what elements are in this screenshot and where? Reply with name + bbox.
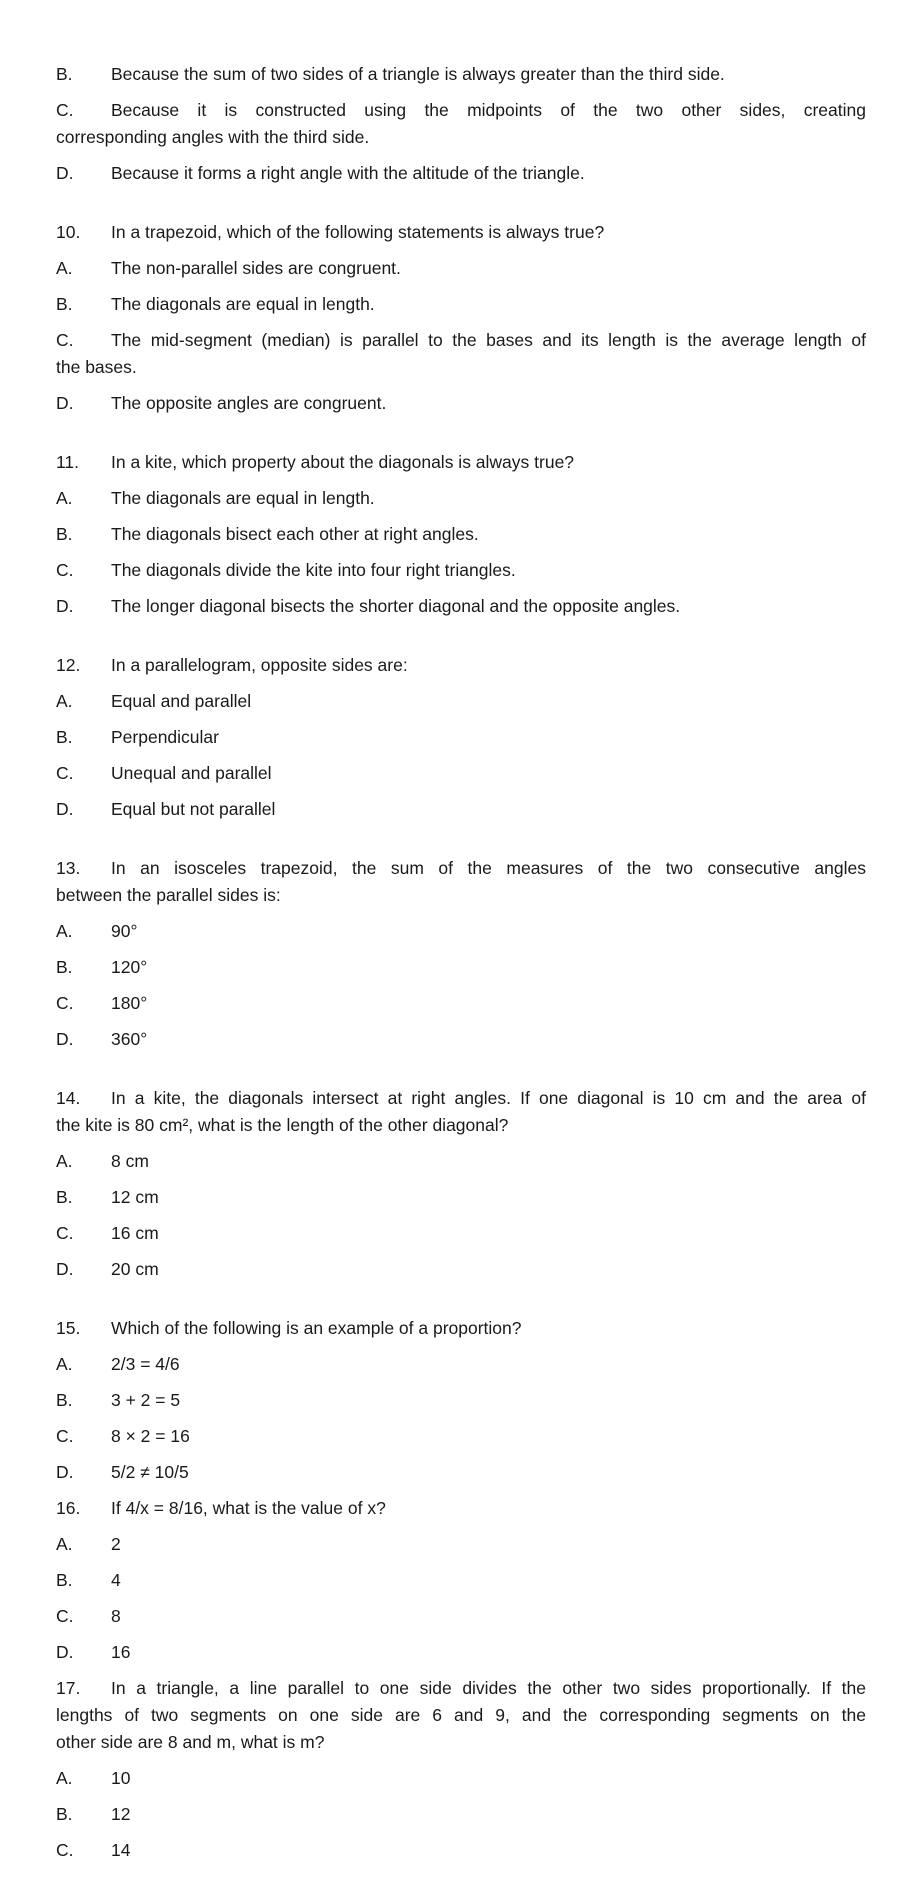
q14-stem-continued: the kite is 80 cm², what is the length of the other diagonal? [56,1115,509,1135]
q16-option-a: A. 2 [56,1534,121,1554]
q17-option-b: B. 12 [56,1804,131,1824]
q15-option-d: D. 5/2 ≠ 10/5 [56,1462,189,1482]
q11-option-b: B. The diagonals bisect each other at right angles. [56,524,479,544]
q12-option-a: A. Equal and parallel [56,691,252,711]
q11-option-c: C. The diagonals divide the kite into four right triangles. [56,560,516,580]
q15-option-c: C. 8 × 2 = 16 [56,1426,190,1446]
q17-option-a: A. 10 [56,1768,131,1788]
q14-option-a: A. 8 cm [56,1151,149,1171]
q13-option-b: B. 120° [56,957,148,977]
q17-stem-continued-2: other side are 8 and m, what is m? [56,1732,325,1752]
q14-option-b: B. 12 cm [56,1187,159,1207]
q13-option-d: D. 360° [56,1029,148,1049]
q9-option-b: B. Because the sum of two sides of a triangle is always greater than the third side. [56,64,725,84]
q10-option-c-continued: the bases. [56,357,137,377]
q10-option-b: B. The diagonals are equal in length. [56,294,375,314]
q11-option-d: D. The longer diagonal bisects the shorter diagonal and the opposite angles. [56,596,681,616]
q14-option-d: D. 20 cm [56,1259,159,1279]
q16-option-d: D. 16 [56,1642,131,1662]
q16-stem: 16. If 4/x = 8/16, what is the value of x? [56,1498,386,1518]
q10-stem: 10. In a trapezoid, which of the following statements is always true? [56,222,605,242]
q15-option-a: A. 2/3 = 4/6 [56,1354,180,1374]
q11-stem: 11. In a kite, which property about the diagonals is always true? [56,452,575,472]
q13-option-a: A. 90° [56,921,138,941]
q14-option-c: C. 16 cm [56,1223,159,1243]
q13-stem: 13. In an isosceles trapezoid, the sum of the measures of the two consecutive angles [56,858,866,878]
q12-option-d: D. Equal but not parallel [56,799,276,819]
q12-option-c: C. Unequal and parallel [56,763,272,783]
q13-stem-continued: between the parallel sides is: [56,885,281,905]
q15-option-b: B. 3 + 2 = 5 [56,1390,181,1410]
q13-option-c: C. 180° [56,993,148,1013]
q16-option-b: B. 4 [56,1570,121,1590]
q10-option-c: C. The mid-segment (median) is parallel to the bases and its length is the average length of [56,330,866,350]
q9-option-c: C. Because it is constructed using the midpoints of the two other sides, creating [56,100,866,120]
q14-stem: 14. In a kite, the diagonals intersect at right angles. If one diagonal is 10 cm and the area of [56,1088,866,1108]
q16-option-c: C. 8 [56,1606,121,1626]
q10-option-d: D. The opposite angles are congruent. [56,393,387,413]
q11-option-a: A. The diagonals are equal in length. [56,488,375,508]
q12-option-b: B. Perpendicular [56,727,219,747]
q15-stem: 15. Which of the following is an example of a proportion? [56,1318,522,1338]
q17-option-c: C. 14 [56,1840,131,1860]
q9-option-d: D. Because it forms a right angle with the altitude of the triangle. [56,163,585,183]
q17-stem: 17. In a triangle, a line parallel to one side divides the other two sides proportionally. If the [56,1678,866,1698]
q9-option-c-continued: corresponding angles with the third side. [56,127,370,147]
q17-stem-continued: lengths of two segments on one side are 6 and 9, and the corresponding segments on the [56,1705,866,1725]
q12-stem: 12. In a parallelogram, opposite sides are: [56,655,408,675]
q10-option-a: A. The non-parallel sides are congruent. [56,258,401,278]
